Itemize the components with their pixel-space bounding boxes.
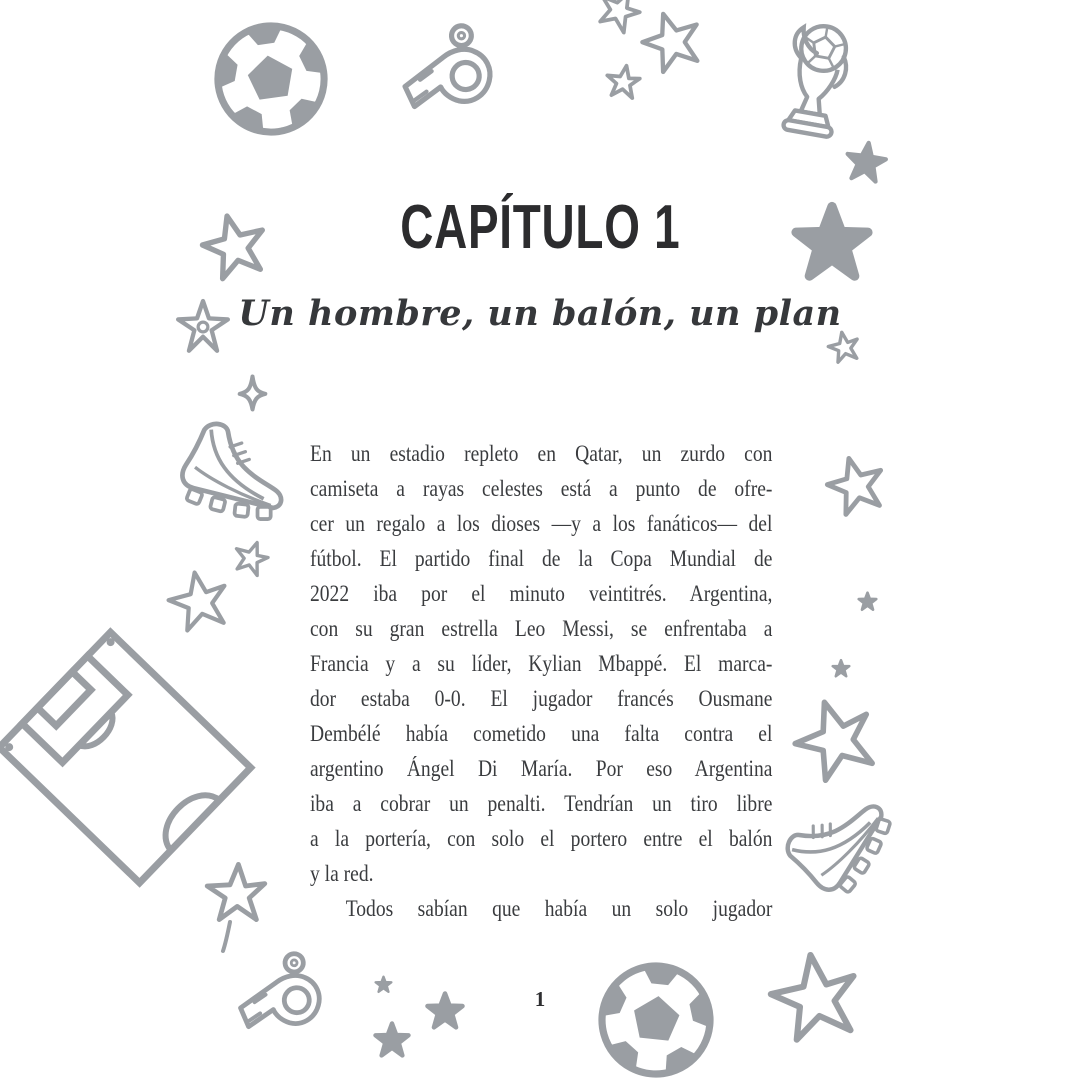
star-sketch-icon (162, 562, 234, 637)
body-line: En un estadio repleto en Qatar, un zurdo con (310, 441, 773, 466)
body-text (310, 436, 772, 926)
chapter-subheading (0, 293, 1080, 334)
chapter-subtitle: Un hombre, un balón, un plan (238, 293, 842, 334)
chapter-heading (0, 192, 1080, 263)
cleat-icon (765, 765, 912, 918)
sparkle-icon (237, 374, 268, 412)
soccer-ball-icon (590, 954, 722, 1086)
soccer-ball-icon (204, 12, 337, 145)
chapter-title: CAPÍTULO 1 (399, 193, 681, 262)
body-line: Dembélé había cometido una falta contra el (310, 721, 773, 746)
star-filled-icon (842, 137, 890, 186)
star-outline-icon (819, 447, 893, 522)
star-outline-icon (633, 2, 711, 80)
body-line: dor estaba 0-0. El jugador francés Ousmane (310, 686, 773, 711)
star-filled-icon (374, 1021, 410, 1059)
whistle-icon (391, 16, 519, 132)
star-outline-icon (229, 535, 272, 580)
body-line: 2022 iba por el minuto veintitrés. Argentina, (310, 581, 773, 606)
body-line: Francia y a su líder, Kylian Mbappé. El marca- (310, 651, 773, 676)
body-line: iba a cobrar un penalti. Tendrían un tiro libre (310, 791, 773, 816)
body-line: a la portería, con solo el portero entre el balón (310, 826, 773, 851)
trophy-icon (736, 10, 878, 157)
soccer-field-icon (0, 625, 258, 890)
cleat-icon (160, 405, 307, 544)
body-line: fútbol. El partido final de la Copa Mundial de (310, 546, 773, 571)
shooting-star-icon (206, 862, 270, 954)
body-line: Todos sabían que había un solo jugador (345, 896, 773, 921)
star-sketch-icon (603, 62, 643, 101)
page-number: 1 (534, 987, 546, 1011)
body-line: cer un regalo a los dioses —y a los fanáticos— del (310, 511, 773, 536)
star-filled-icon (858, 592, 877, 611)
body-line: con su gran estrella Leo Messi, se enfrentaba a (310, 616, 773, 641)
star-filled-icon (832, 659, 850, 678)
body-line: camiseta a rayas celestes está a punto de ofre- (310, 476, 773, 501)
body-line: argentino Ángel Di María. Por eso Argentina (310, 756, 773, 781)
body-line: y la red. (310, 861, 374, 886)
